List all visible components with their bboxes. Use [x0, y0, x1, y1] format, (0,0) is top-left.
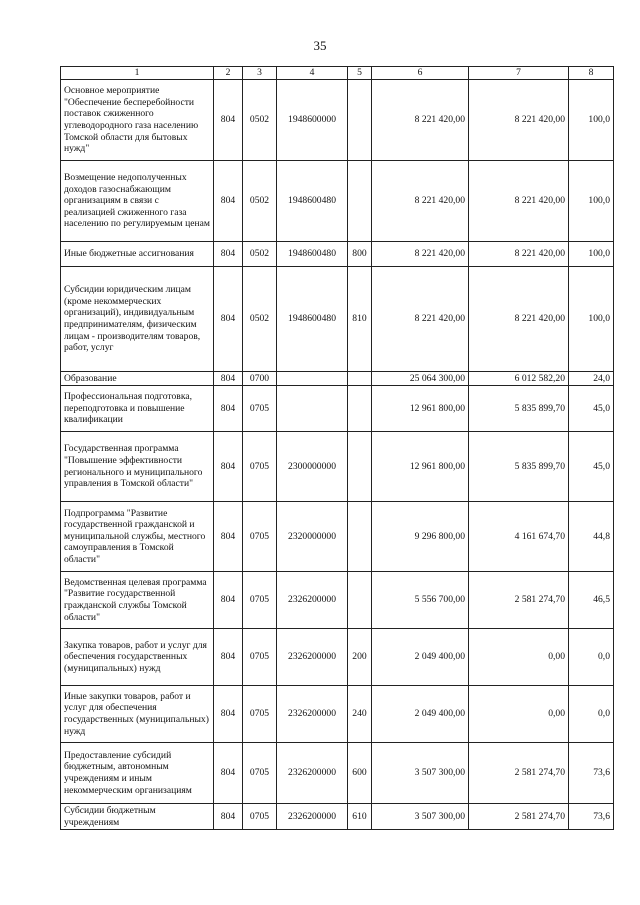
- cell-expense: [348, 386, 372, 432]
- cell-expense: [348, 502, 372, 572]
- cell-percent: 24,0: [569, 372, 614, 386]
- cell-section: 0705: [243, 743, 277, 804]
- cell-target: 1948600480: [277, 242, 348, 267]
- cell-ministry: 804: [214, 572, 243, 629]
- cell-name: Ведомственная целевая программа "Развитие государственной гражданской службы Томской области": [61, 572, 214, 629]
- table-row: [61, 386, 614, 432]
- header-col-section: 3: [243, 67, 277, 80]
- cell-name: Возмещение недополученных доходов газоснабжающим организациям в связи с реализацией сжиженного газа населению по регулируемым ценам: [61, 161, 214, 242]
- cell-plan: 12 961 800,00: [372, 432, 469, 502]
- cell-target: 2326200000: [277, 629, 348, 686]
- table-row: [61, 267, 614, 372]
- cell-plan: 8 221 420,00: [372, 80, 469, 161]
- cell-target: 1948600480: [277, 161, 348, 242]
- cell-ministry: 804: [214, 242, 243, 267]
- cell-plan: 8 221 420,00: [372, 242, 469, 267]
- cell-expense: 610: [348, 804, 372, 830]
- cell-plan: 8 221 420,00: [372, 267, 469, 372]
- cell-ministry: 804: [214, 161, 243, 242]
- cell-name: Образование: [61, 372, 214, 386]
- cell-actual: 0,00: [469, 629, 569, 686]
- cell-name: Профессиональная подготовка, переподготовка и повышение квалификации: [61, 386, 214, 432]
- table-row: [61, 80, 614, 161]
- cell-name: Иные бюджетные ассигнования: [61, 242, 214, 267]
- table-row: [61, 629, 614, 686]
- cell-ministry: 804: [214, 386, 243, 432]
- page-number: 35: [313, 38, 327, 53]
- cell-plan: 25 064 300,00: [372, 372, 469, 386]
- cell-plan: 2 049 400,00: [372, 629, 469, 686]
- table-row: [61, 686, 614, 743]
- cell-actual: 8 221 420,00: [469, 267, 569, 372]
- table-row: [61, 572, 614, 629]
- cell-name: Государственная программа "Повышение эффективности регионального и муниципального управления в Томской области": [61, 432, 214, 502]
- cell-actual: 8 221 420,00: [469, 242, 569, 267]
- cell-name: Субсидии бюджетным учреждениям: [61, 804, 214, 830]
- cell-plan: 5 556 700,00: [372, 572, 469, 629]
- cell-expense: 800: [348, 242, 372, 267]
- cell-name: Подпрограмма "Развитие государственной гражданской и муниципальной службы, местного самоуправления в Томской области": [61, 502, 214, 572]
- cell-target: 2320000000: [277, 502, 348, 572]
- table-row: [61, 372, 614, 386]
- cell-ministry: 804: [214, 629, 243, 686]
- cell-ministry: 804: [214, 80, 243, 161]
- table-header-row: [61, 67, 614, 80]
- cell-expense: [348, 572, 372, 629]
- cell-plan: 8 221 420,00: [372, 161, 469, 242]
- header-col-actual: 7: [469, 67, 569, 80]
- cell-actual: 0,00: [469, 686, 569, 743]
- table-row: [61, 743, 614, 804]
- cell-expense: 600: [348, 743, 372, 804]
- cell-expense: 810: [348, 267, 372, 372]
- cell-section: 0705: [243, 432, 277, 502]
- cell-actual: 2 581 274,70: [469, 572, 569, 629]
- cell-section: 0502: [243, 242, 277, 267]
- cell-expense: [348, 372, 372, 386]
- cell-plan: 12 961 800,00: [372, 386, 469, 432]
- table-row: [61, 161, 614, 242]
- cell-actual: 8 221 420,00: [469, 161, 569, 242]
- cell-plan: 3 507 300,00: [372, 743, 469, 804]
- cell-percent: 100,0: [569, 242, 614, 267]
- cell-target: 2300000000: [277, 432, 348, 502]
- cell-target: [277, 372, 348, 386]
- cell-percent: 0,0: [569, 629, 614, 686]
- cell-actual: 6 012 582,20: [469, 372, 569, 386]
- table-row: [61, 432, 614, 502]
- cell-section: 0705: [243, 629, 277, 686]
- header-col-expense: 5: [348, 67, 372, 80]
- cell-actual: 5 835 899,70: [469, 386, 569, 432]
- cell-expense: 200: [348, 629, 372, 686]
- cell-ministry: 804: [214, 743, 243, 804]
- cell-percent: 100,0: [569, 161, 614, 242]
- cell-target: 2326200000: [277, 572, 348, 629]
- cell-target: 2326200000: [277, 804, 348, 830]
- cell-actual: 2 581 274,70: [469, 804, 569, 830]
- cell-percent: 100,0: [569, 80, 614, 161]
- cell-actual: 2 581 274,70: [469, 743, 569, 804]
- cell-plan: 3 507 300,00: [372, 804, 469, 830]
- cell-name: Предоставление субсидий бюджетным, автономным учреждениям и иным некоммерческим организациям: [61, 743, 214, 804]
- cell-name: Закупка товаров, работ и услуг для обеспечения государственных (муниципальных) нужд: [61, 629, 214, 686]
- cell-percent: 45,0: [569, 432, 614, 502]
- cell-section: 0705: [243, 572, 277, 629]
- cell-ministry: 804: [214, 372, 243, 386]
- cell-section: 0502: [243, 161, 277, 242]
- cell-target: 1948600480: [277, 267, 348, 372]
- cell-section: 0502: [243, 80, 277, 161]
- cell-ministry: 804: [214, 686, 243, 743]
- table-row: [61, 242, 614, 267]
- cell-actual: 4 161 674,70: [469, 502, 569, 572]
- header-col-ministry: 2: [214, 67, 243, 80]
- budget-execution-table: [60, 66, 614, 830]
- cell-name: Основное мероприятие "Обеспечение бесперебойности поставок сжиженного углеводородного газа населению Томской области для бытовых нужд": [61, 80, 214, 161]
- cell-target: 2326200000: [277, 743, 348, 804]
- table-row: [61, 502, 614, 572]
- cell-section: 0705: [243, 686, 277, 743]
- header-col-target: 4: [277, 67, 348, 80]
- cell-percent: 73,6: [569, 804, 614, 830]
- cell-section: 0502: [243, 267, 277, 372]
- header-col-percent: 8: [569, 67, 614, 80]
- cell-expense: 240: [348, 686, 372, 743]
- cell-section: 0705: [243, 502, 277, 572]
- cell-percent: 73,6: [569, 743, 614, 804]
- cell-percent: 0,0: [569, 686, 614, 743]
- cell-actual: 5 835 899,70: [469, 432, 569, 502]
- cell-ministry: 804: [214, 432, 243, 502]
- cell-percent: 45,0: [569, 386, 614, 432]
- cell-section: 0700: [243, 372, 277, 386]
- cell-section: 0705: [243, 804, 277, 830]
- cell-percent: 44,8: [569, 502, 614, 572]
- table-row: [61, 804, 614, 830]
- header-col-name: 1: [61, 67, 214, 80]
- cell-actual: 8 221 420,00: [469, 80, 569, 161]
- cell-target: [277, 386, 348, 432]
- cell-plan: 2 049 400,00: [372, 686, 469, 743]
- cell-ministry: 804: [214, 267, 243, 372]
- cell-name: Субсидии юридическим лицам (кроме некоммерческих организаций), индивидуальным предпринимателям, физическим лицам - производителям товаров, работ, услуг: [61, 267, 214, 372]
- cell-expense: [348, 432, 372, 502]
- cell-percent: 46,5: [569, 572, 614, 629]
- cell-plan: 9 296 800,00: [372, 502, 469, 572]
- cell-expense: [348, 80, 372, 161]
- cell-target: 1948600000: [277, 80, 348, 161]
- cell-target: 2326200000: [277, 686, 348, 743]
- cell-percent: 100,0: [569, 267, 614, 372]
- header-col-plan: 6: [372, 67, 469, 80]
- cell-section: 0705: [243, 386, 277, 432]
- cell-expense: [348, 161, 372, 242]
- cell-ministry: 804: [214, 502, 243, 572]
- cell-ministry: 804: [214, 804, 243, 830]
- cell-name: Иные закупки товаров, работ и услуг для обеспечения государственных (муниципальных) нужд: [61, 686, 214, 743]
